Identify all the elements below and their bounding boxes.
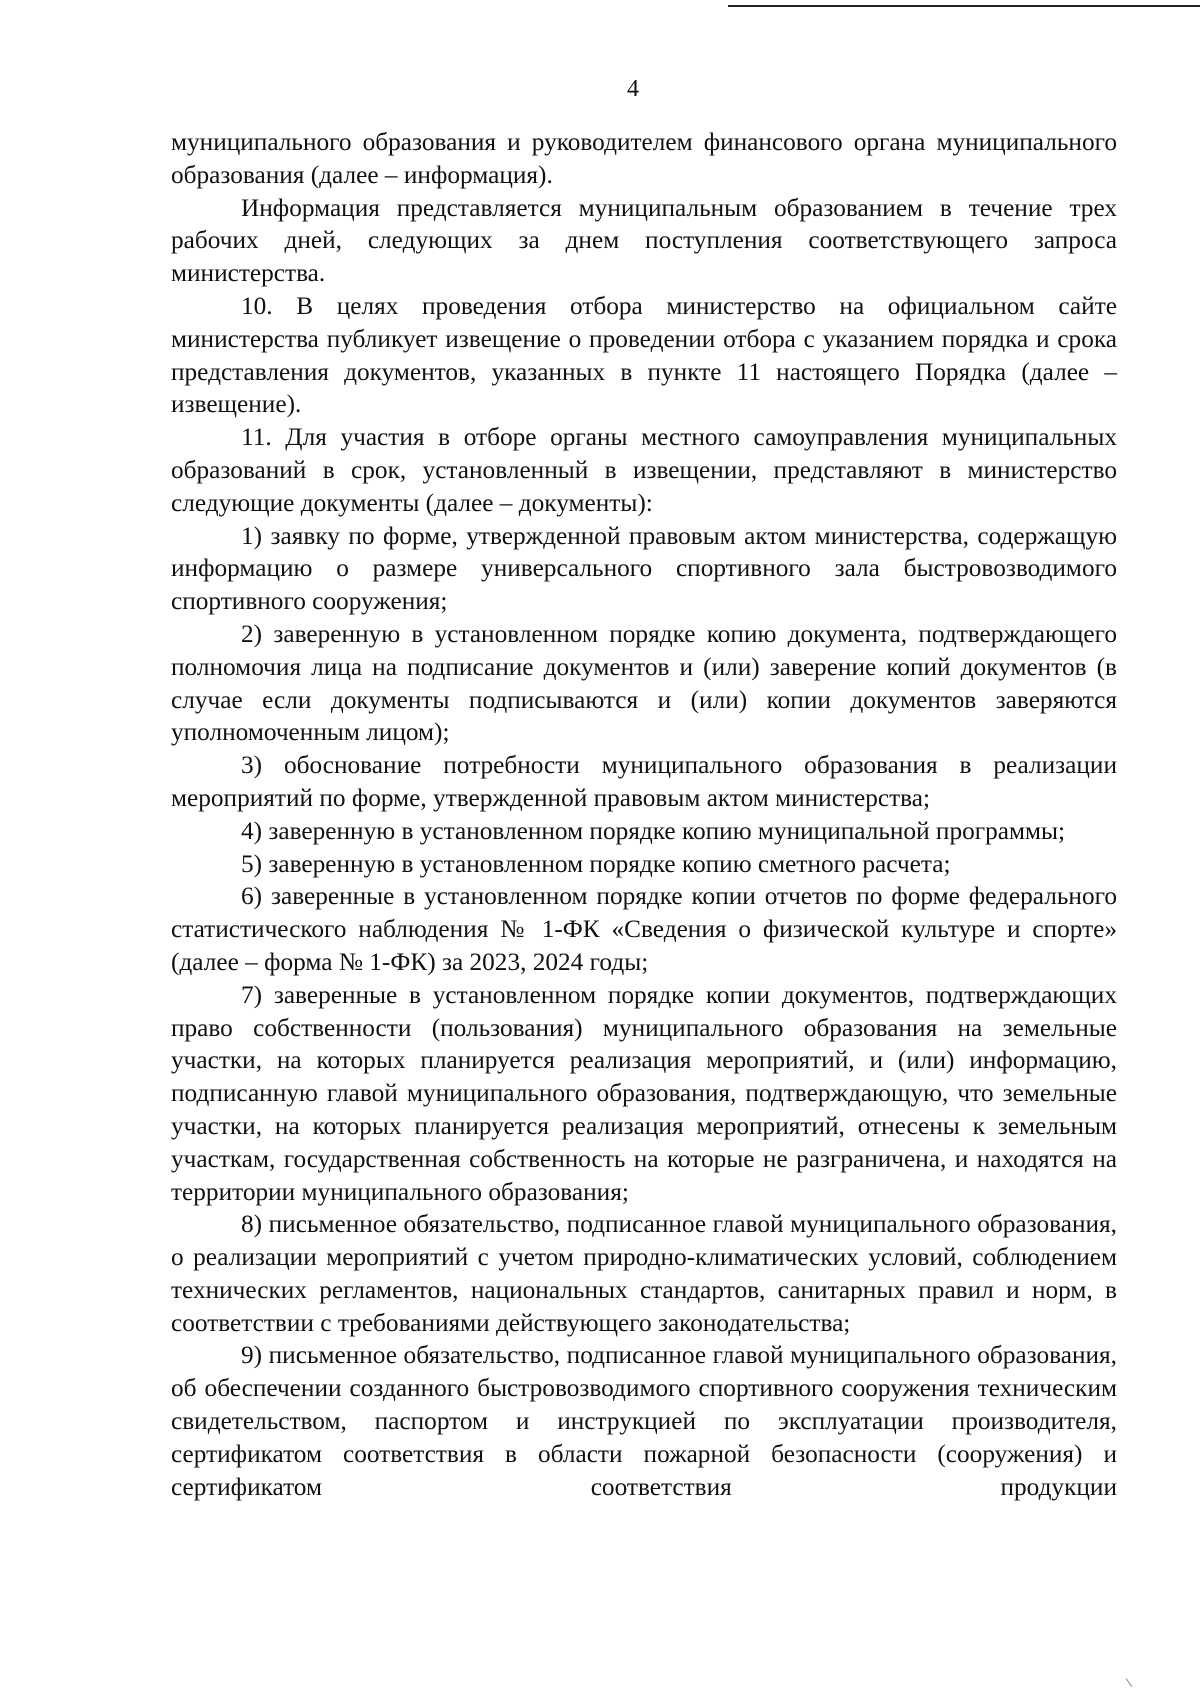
list-item-9: 9) письменное обязательство, подписанное главой муниципального образования, об обеспечении созданного быстровозводимого спортивного сооружения техническим свидетельством, паспортом и инструкцией по эксплуатации производителя, сертификатом соответствия в области пожарной безопасности (сооружения) и сертификатом соответствия продукции — [171, 1341, 1117, 1501]
paragraph-item-11: 11. Для участия в отборе органы местного самоуправления муниципальных образований в срок, установленный в извещении, представляют в министерство следующие документы (далее – документы): — [171, 423, 1117, 517]
paragraph-item-10: 10. В целях проведения отбора министерство на официальном сайте министерства публикует извещение о проведении отбора с указанием порядка и срока представления документов, указанных в пункте 11 настоящего Порядка (далее – извещение). — [171, 291, 1117, 419]
list-item-5: 5) заверенную в установленном порядке копию сметного расчета; — [241, 849, 951, 878]
scan-corner-mark — [1126, 1675, 1137, 1687]
list-item-6: 6) заверенные в установленном порядке копии отчетов по форме федерального статистического наблюдения № 1-ФК «Сведения о физической культуре и спорте» (далее – форма № 1-ФК) за 2023, 2024 годы; — [171, 882, 1117, 976]
top-rule-line — [728, 5, 1200, 7]
list-item-1: 1) заявку по форме, утвержденной правовым актом министерства, содержащую информацию о размере универсального спортивного зала быстровозводимого спортивного сооружения; — [171, 521, 1117, 616]
page-number: 4 — [627, 76, 639, 102]
paragraph-continuation: муниципального образования и руководителем финансового органа муниципального образования (далее – информация). — [171, 128, 1117, 189]
list-item-8: 8) письменное обязательство, подписанное главой муниципального образования, о реализации мероприятий с учетом природно-климатических условий, соблюдением технических регламентов, национальных стандартов, санитарных правил и норм, в соответствии с требованиями действующего законодательства; — [171, 1210, 1117, 1337]
list-item-7: 7) заверенные в установленном порядке копии документов, подтверждающих право собственности (пользования) муниципального образования на земельные участки, на которых планируется реализация мероприятий, и (или) информацию, подписанную главой муниципального образования, подтверждающую, что земельные участки, на которых планируется реализация мероприятий, отнесены к земельным участкам, государственная собственность на которые не разграничена, и находятся на территории муниципального образования; — [171, 980, 1117, 1206]
paragraph-information-deadline: Информация представляется муниципальным образованием в течение трех рабочих дней, следующих за днем поступления соответствующего запроса министерства. — [171, 193, 1117, 288]
list-item-3: 3) обоснование потребности муниципального образования в реализации мероприятий по форме, утвержденной правовым актом министерства; — [171, 751, 1117, 812]
document-body — [171, 126, 1117, 1503]
list-item-4: 4) заверенную в установленном порядке копию муниципальной программы; — [241, 816, 1066, 845]
list-item-2: 2) заверенную в установленном порядке копию документа, подтверждающего полномочия лица на подписание документов и (или) заверение копий документов (в случае если документы подписываются и (или) копии документов заверяются уполномоченным лицом); — [171, 619, 1117, 747]
